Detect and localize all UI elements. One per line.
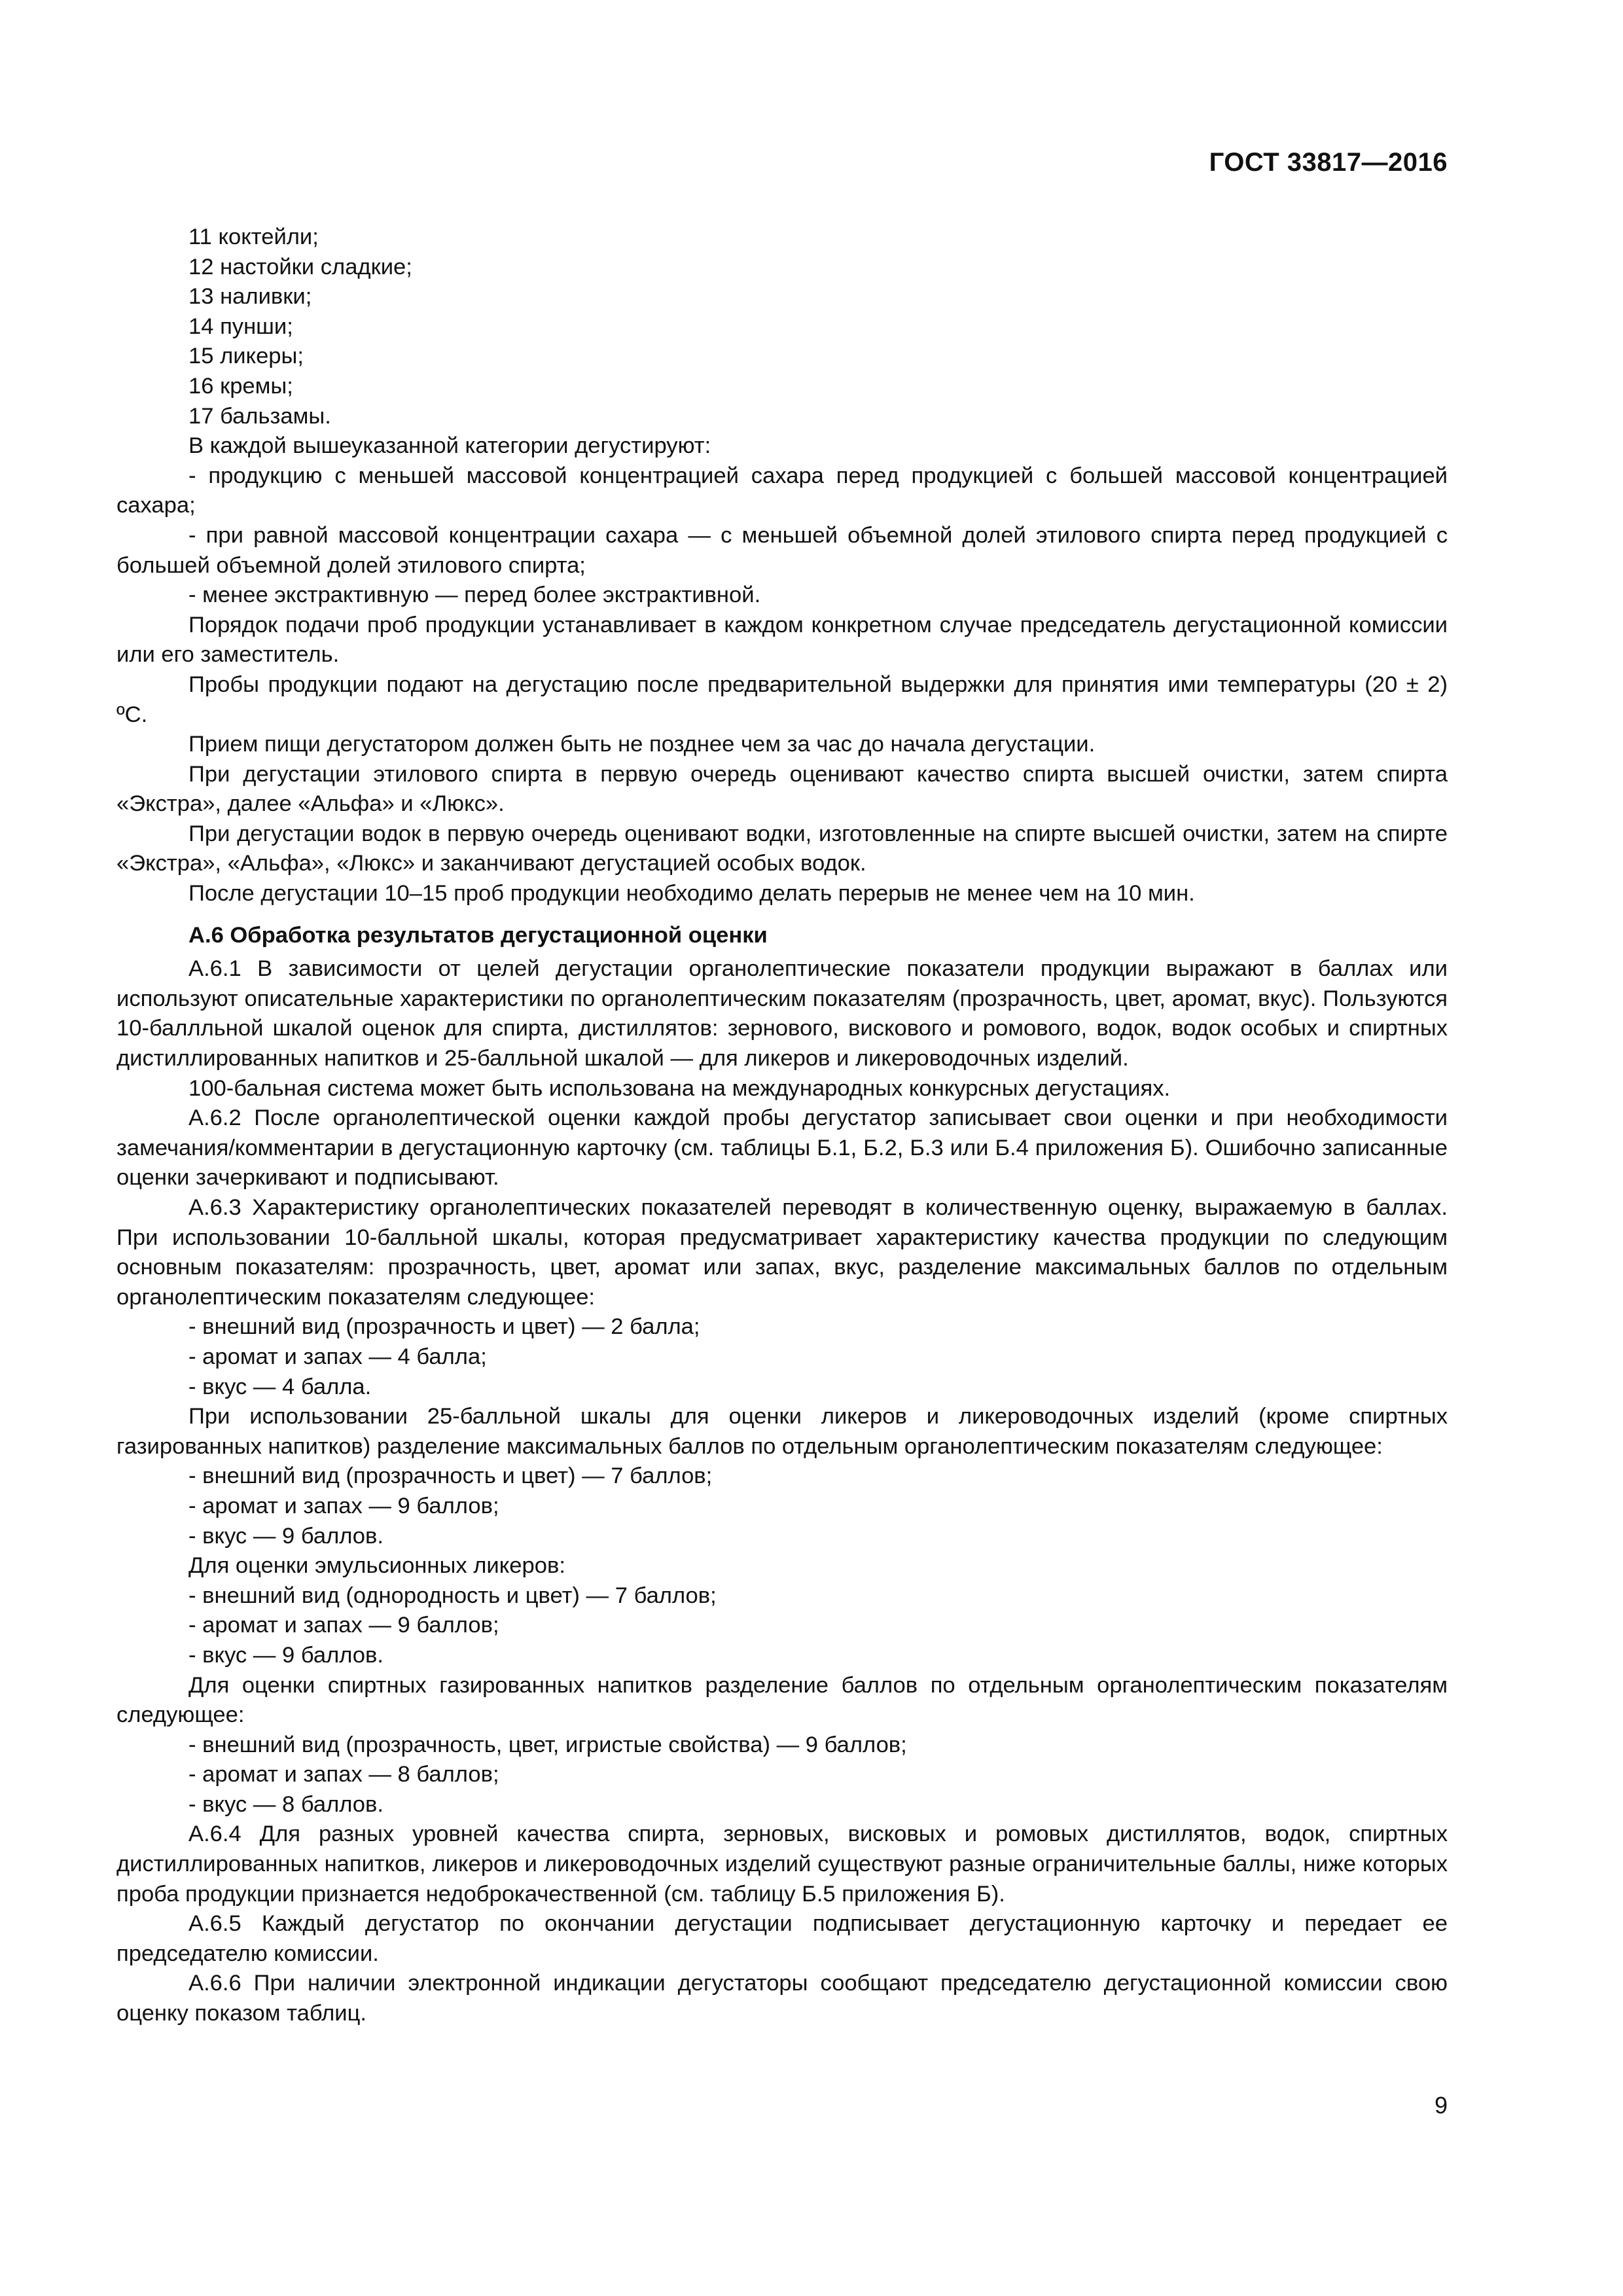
dash-item: - аромат и запах — 9 баллов; [188, 1613, 499, 1638]
paragraph: В каждой вышеуказанной категории дегустируют: [188, 433, 711, 459]
dash-item: - при равной массовой концентрации сахара — с меньшей объемной долей этилового спирта перед продукцией с большей объемной долей этилового спирта; [116, 522, 1448, 578]
paragraph: Порядок подачи проб продукции устанавливает в каждом конкретном случае председатель дегустационной комиссии или его заместитель. [116, 612, 1448, 668]
paragraph: При использовании 25-балльной шкалы для оценки ликеров и ликероводочных изделий (кроме спиртных газированных напитков) разделение максимальных баллов по отдельным органолептическим показателям следующее: [116, 1404, 1448, 1459]
dash-item: - аромат и запах — 9 баллов; [188, 1493, 499, 1518]
paragraph: А.6.3 Характеристику органолептических показателей переводят в количественную оценку, выражаемую в баллах. При использовании 10-балльной шкалы, которая предусматривает характеристику качества продукции по следующим основным показателям: прозрачность, цвет, аромат или запах, вкус, разделение максимальных баллов по отдельным органолептическим показателям следующее: [116, 1195, 1448, 1310]
section-heading: А.6 Обработка результатов дегустационной оценки [188, 922, 768, 948]
paragraph: А.6.5 Каждый дегустатор по окончании дегустации подписывает дегустационную карточку и передает ее председателю комиссии. [116, 1911, 1448, 1966]
dash-item: - аромат и запах — 8 баллов; [188, 1762, 499, 1787]
paragraph: После дегустации 10–15 проб продукции необходимо делать перерыв не менее чем на 10 мин. [188, 881, 1195, 906]
list-item: 11 коктейли; [188, 224, 319, 249]
page-number: 9 [1434, 2092, 1448, 2119]
list-item: 16 кремы; [188, 373, 293, 399]
dash-item: - вкус — 9 баллов. [188, 1642, 384, 1668]
dash-item: - продукцию с меньшей массовой концентрацией сахара перед продукцией с большей массовой концентрацией сахара; [116, 463, 1448, 518]
paragraph: Пробы продукции подают на дегустацию после предварительной выдержки для принятия ими температуры (20 ± 2) ºС. [116, 672, 1448, 727]
paragraph: Для оценки спиртных газированных напитков разделение баллов по отдельным органолептическим показателям следующее: [116, 1672, 1448, 1728]
list-item: 12 настойки сладкие; [188, 254, 412, 279]
paragraph: Для оценки эмульсионных ликеров: [188, 1553, 565, 1579]
document-body [116, 223, 1448, 2029]
paragraph: При дегустации этилового спирта в первую очередь оценивают качество спирта высшей очистки, затем спирта «Экстра», далее «Альфа» и «Люкс». [116, 761, 1448, 817]
paragraph: Прием пищи дегустатором должен быть не позднее чем за час до начала дегустации. [188, 732, 1096, 757]
paragraph: А.6.6 При наличии электронной индикации дегустаторы сообщают председателю дегустационной комиссии свою оценку показом таблиц. [116, 1971, 1448, 2026]
list-item: 15 ликеры; [188, 344, 304, 369]
paragraph: А.6.4 Для разных уровней качества спирта, зерновых, висковых и ромовых дистиллятов, водок, спиртных дистиллированных напитков, ликеров и ликероводочных изделий существуют разные ограничительные баллы, ниже которых проба продукции признается недоброкачественной (см. таблицу Б.5 приложения Б). [116, 1821, 1448, 1907]
dash-item: - внешний вид (однородность и цвет) — 7 баллов; [188, 1583, 717, 1608]
paragraph: А.6.1 В зависимости от целей дегустации органолептические показатели продукции выражают в баллах или используют описательные характеристики по органолептическим показателям (прозрачность, цвет, аромат, вкус). Пользуются 10-баллльной шкалой оценок для спирта, дистиллятов: зернового, вискового и ромового, водок, водок особых и спиртных дистиллированных напитков и 25-балльной шкалой — для ликеров и ликероводочных изделий. [116, 956, 1448, 1071]
paragraph: А.6.2 После органолептической оценки каждой пробы дегустатор записывает свои оценки и при необходимости замечания/комментарии в дегустационную карточку (см. таблицы Б.1, Б.2, Б.3 или Б.4 приложения Б). Ошибочно записанные оценки зачеркивают и подписывают. [116, 1105, 1448, 1191]
paragraph: При дегустации водок в первую очередь оценивают водки, изготовленные на спирте высшей очистки, затем на спирте «Экстра», «Альфа», «Люкс» и заканчивают дегустацией особых водок. [116, 821, 1448, 876]
dash-item: - внешний вид (прозрачность и цвет) — 2 балла; [188, 1314, 700, 1340]
paragraph: 100-бальная система может быть использована на международных конкурсных дегустациях. [188, 1075, 1171, 1101]
list-item: 17 бальзамы. [188, 403, 331, 429]
dash-item: - вкус — 8 баллов. [188, 1791, 384, 1817]
dash-item: - вкус — 9 баллов. [188, 1523, 384, 1549]
dash-item: - внешний вид (прозрачность и цвет) — 7 баллов; [188, 1463, 713, 1489]
list-item: 13 наливки; [188, 284, 312, 310]
dash-item: - менее экстрактивную — перед более экстрактивной. [188, 583, 761, 608]
list-item: 14 пунши; [188, 314, 293, 339]
dash-item: - внешний вид (прозрачность, цвет, игристые свойства) — 9 баллов; [188, 1732, 907, 1757]
dash-item: - аромат и запах — 4 балла; [188, 1344, 487, 1369]
standard-code-header: ГОСТ 33817—2016 [1209, 148, 1448, 177]
dash-item: - вкус — 4 балла. [188, 1374, 372, 1399]
